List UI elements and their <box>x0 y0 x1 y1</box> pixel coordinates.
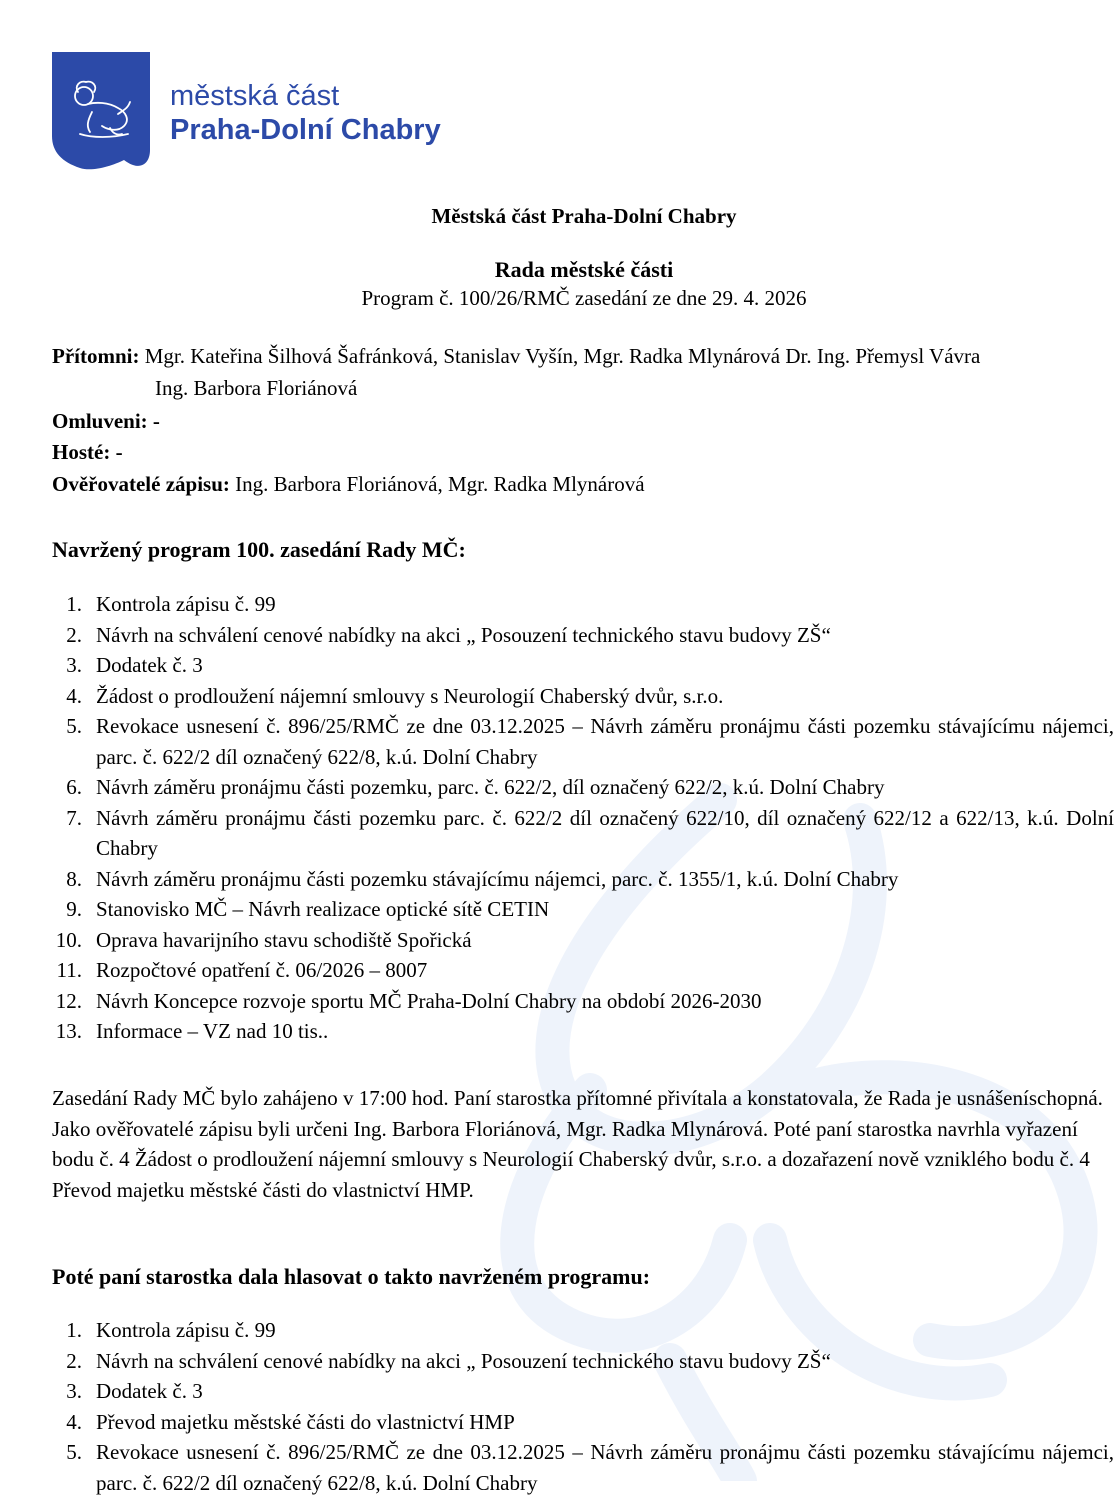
logo-line-2: Praha-Dolní Chabry <box>170 114 441 146</box>
list-item: 13. Informace – VZ nad 10 tis.. <box>55 1019 329 1043</box>
list-item: 4. Žádost o prodloužení nájemní smlouvy s Neurologií Chaberský dvůr, s.r.o. <box>66 683 724 708</box>
list-item: 11. Rozpočtové opatření č. 06/2026 – 8007 <box>56 958 428 982</box>
organization-title: Městská část Praha-Dolní Chabry <box>431 204 737 228</box>
voted-program-heading: Poté paní starostka dala hlasovat o takto navrženém programu: <box>52 1264 651 1289</box>
council-title: Rada městské části <box>494 257 674 282</box>
voted-program-list <box>52 1315 1114 1498</box>
list-item: 8. Návrh záměru pronájmu části pozemku stávajícímu nájemci, parc. č. 1355/1, k.ú. Dolní Chabry <box>66 866 899 891</box>
guests-row: Hosté: - <box>52 440 123 464</box>
list-item: 12. Návrh Koncepce rozvoje sportu MČ Praha-Dolní Chabry na období 2026-2030 <box>55 988 762 1013</box>
present-names: Mgr. Kateřina Šilhová Šafránková, Stanislav Vyšín, Mgr. Radka Mlynárová Dr. Ing. Přemysl Vávra <box>144 344 981 368</box>
lamb-crest-icon <box>52 52 150 174</box>
proposed-program-list <box>52 589 1114 1047</box>
list-item: 10. Oprava havarijního stavu schodiště Spořická <box>55 927 472 952</box>
list-item: 5. Revokace usnesení č. 896/25/RMČ ze dne 03.12.2025 – Návrh záměru pronájmu části pozemku stávajícímu nájemci, parc. č. 622/2 díl označený 622/8, k.ú. Dolní Chabry <box>66 714 1114 769</box>
verifiers-row <box>52 469 645 499</box>
verifiers-names: Ing. Barbora Floriánová, Mgr. Radka Mlynárová <box>229 472 645 496</box>
list-item: 3. Dodatek č. 3 <box>66 1379 203 1403</box>
verifiers-label: Ověřovatelé zápisu: <box>52 472 230 496</box>
list-item: 6. Návrh záměru pronájmu části pozemku, parc. č. 622/2, díl označený 622/2, k.ú. Dolní Chabry <box>66 775 885 799</box>
list-item: 2. Návrh na schválení cenové nabídky na akci „ Posouzení technického stavu budovy ZŠ“ <box>66 1348 831 1373</box>
logo-line-1: městská část <box>170 80 340 112</box>
program-subtitle: Program č. 100/26/RMČ zasedání ze dne 29. 4. 2026 <box>361 286 807 310</box>
list-item: 3. Dodatek č. 3 <box>66 653 203 677</box>
list-item: 4. Převod majetku městské části do vlastnictví HMP <box>66 1409 515 1434</box>
opening-paragraph: Zasedání Rady MČ bylo zahájeno v 17:00 hod. Paní starostka přítomné přivítala a konstatovala, že Rada je usnášeníschopná. Jako ověřovatelé zápisu byli určeni Ing. Barbora Floriánová, Mgr. Radka Mlynárová. Poté paní starostka navrhla vyřazení bodu č. 4 Žádost o prodloužení nájemní smlouvy s Neurologií Chaberský dvůr, s.r.o. a dozařazení nově vzniklého bodu č. 4 Převod majetku městské části do vlastnictví HMP. <box>52 1086 1103 1202</box>
municipality-logo <box>52 52 441 174</box>
list-item: 2. Návrh na schválení cenové nabídky na akci „ Posouzení technického stavu budovy ZŠ“ <box>66 622 831 647</box>
list-item: 5. Revokace usnesení č. 896/25/RMČ ze dne 03.12.2025 – Návrh záměru pronájmu části pozemku stávajícímu nájemci, parc. č. 622/2 díl označený 622/8, k.ú. Dolní Chabry <box>66 1440 1114 1495</box>
present-row <box>52 341 980 371</box>
present-label: Přítomni: <box>52 344 140 368</box>
list-item: 1. Kontrola zápisu č. 99 <box>66 592 276 616</box>
list-item: 7. Návrh záměru pronájmu části pozemku parc. č. 622/2 díl označený 622/10, díl označený 622/12 a 622/13, k.ú. Dolní Chabry <box>66 805 1114 860</box>
present-names-continued: Ing. Barbora Floriánová <box>155 376 358 400</box>
excused-row: Omluveni: - <box>52 409 160 433</box>
list-item: 9. Stanovisko MČ – Návrh realizace optické sítě CETIN <box>66 897 550 921</box>
list-item: 1. Kontrola zápisu č. 99 <box>66 1318 276 1342</box>
proposed-program-heading: Navržený program 100. zasedání Rady MČ: <box>52 537 466 562</box>
